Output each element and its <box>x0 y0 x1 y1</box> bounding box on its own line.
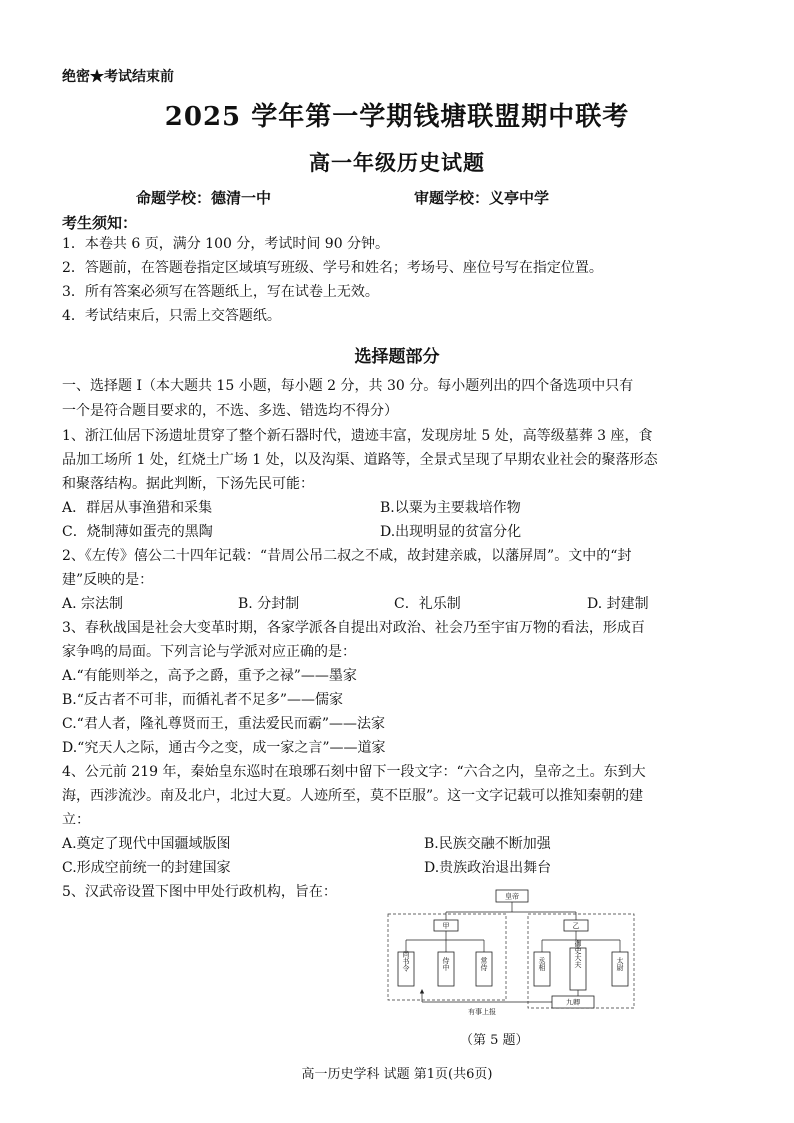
notice-item: 2．答题前，在答题卷指定区域填写班级、学号和姓名；考场号、座位号写在指定位置。 <box>62 260 603 276</box>
q1-stem: 和聚落结构。据此判断，下汤先民可能： <box>62 476 314 492</box>
q4-option-d: D.贵族政治退出舞台 <box>424 860 552 876</box>
yi-child-label: 太尉 <box>616 957 624 971</box>
q3-option-a: A.“有能则举之，高予之爵，重予之禄”——墨家 <box>62 668 357 684</box>
q4-stem: 4、公元前 219 年，秦始皇东巡时在琅琊石刻中留下一段文字：“六合之内，皇帝之土。东到大 <box>62 764 646 780</box>
reviewer-school: 审题学校：义亭中学 <box>414 189 550 207</box>
q1-stem: 品加工场所 1 处，红烧土广场 1 处，以及沟渠、道路等，全景式呈现了早期农业社会的聚落形态 <box>62 452 658 468</box>
section-title: 选择题部分 <box>354 347 440 367</box>
q2-stem: 建”反映的是： <box>62 572 154 588</box>
q2-stem: 2、《左传》僖公二十四年记载：“昔周公吊二叔之不咸，故封建亲戚，以藩屏周”。文中的“封 <box>62 548 632 564</box>
notice-item: 4．考试结束后，只需上交答题纸。 <box>62 308 281 324</box>
q5-stem: 5、汉武帝设置下图中甲处行政机构，旨在： <box>62 884 337 900</box>
jia-child-label: 侍中 <box>442 957 450 971</box>
q4-option-b: B.民族交融不断加强 <box>424 836 551 852</box>
q3-option-b: B.“反古者不可非，而循礼者不足多”——儒家 <box>62 692 344 708</box>
q2-option-d: D. 封建制 <box>587 596 649 612</box>
section-intro: 一个是符合题目要求的，不选、多选、错选均不得分） <box>62 403 398 419</box>
section-intro: 一、选择题 I（本大题共 15 小题，每小题 2 分，共 30 分。每小题列出的四个备选项中只有 <box>62 378 634 394</box>
yi-label: 乙 <box>572 922 580 930</box>
q5-caption: （第 5 题） <box>460 1033 529 1048</box>
q2-option-a: A. 宗法制 <box>62 596 124 612</box>
q3-stem: 家争鸣的局面。下列言论与学派对应正确的是： <box>62 644 356 660</box>
setter-school: 命题学校：德清一中 <box>136 189 272 207</box>
page-footer: 高一历史学科 试题 第1页(共6页) <box>301 1067 493 1082</box>
jia-child-label: 常侍 <box>480 957 488 971</box>
exam-subtitle: 高一年级历史试题 <box>309 150 485 175</box>
q4-option-c: C.形成空前统一的封建国家 <box>62 860 231 876</box>
jiuqing-label: 九卿 <box>566 998 580 1007</box>
q2-option-b: B. 分封制 <box>238 596 300 612</box>
q4-stem: 立： <box>62 812 90 828</box>
q3-option-c: C.“君人者，隆礼尊贤而王，重法爱民而霸”——法家 <box>62 716 385 732</box>
emperor-label: 皇帝 <box>505 892 519 901</box>
q2-option-c: C．礼乐制 <box>394 596 461 612</box>
q1-option-b: B.以粟为主要栽培作物 <box>380 500 521 516</box>
notice-item: 1．本卷共 6 页，满分 100 分，考试时间 90 分钟。 <box>62 236 390 252</box>
q3-option-d: D.“究天人之际，通古今之变，成一家之言”——道家 <box>62 740 386 756</box>
q3-stem: 3、春秋战国是社会大变革时期，各家学派各自提出对政治、社会乃至宇宙万物的看法，形成百 <box>62 620 645 636</box>
q1-option-d: D.出现明显的贫富分化 <box>380 524 522 540</box>
yi-child-label: 御史大夫 <box>574 940 582 968</box>
q4-stem: 海，西涉流沙。南及北户，北过大夏。人迹所至，莫不臣服”。这一文字记载可以推知秦朝的建 <box>62 788 644 804</box>
q5-org-chart <box>384 886 640 1026</box>
q1-option-a: A．群居从事渔猎和采集 <box>62 500 213 516</box>
q1-option-c: C．烧制薄如蛋壳的黑陶 <box>62 524 213 540</box>
yi-child-label: 丞相 <box>538 957 546 971</box>
notice-heading: 考生须知： <box>62 214 138 232</box>
exam-title: 2025 学年第一学期钱塘联盟期中联考 <box>164 102 630 132</box>
secret-label: 绝密★考试结束前 <box>62 69 174 85</box>
notice-item: 3．所有答案必须写在答题纸上，写在试卷上无效。 <box>62 284 379 300</box>
q4-option-a: A.奠定了现代中国疆域版图 <box>62 836 231 852</box>
report-label: 有事上报 <box>468 1008 496 1016</box>
jia-label: 甲 <box>442 922 450 930</box>
q1-stem: 1、浙江仙居下汤遗址贯穿了整个新石器时代，遗迹丰富，发现房址 5 处，高等级墓葬 3 座，食 <box>62 428 653 444</box>
jia-child-label: 尚书令 <box>402 950 410 972</box>
